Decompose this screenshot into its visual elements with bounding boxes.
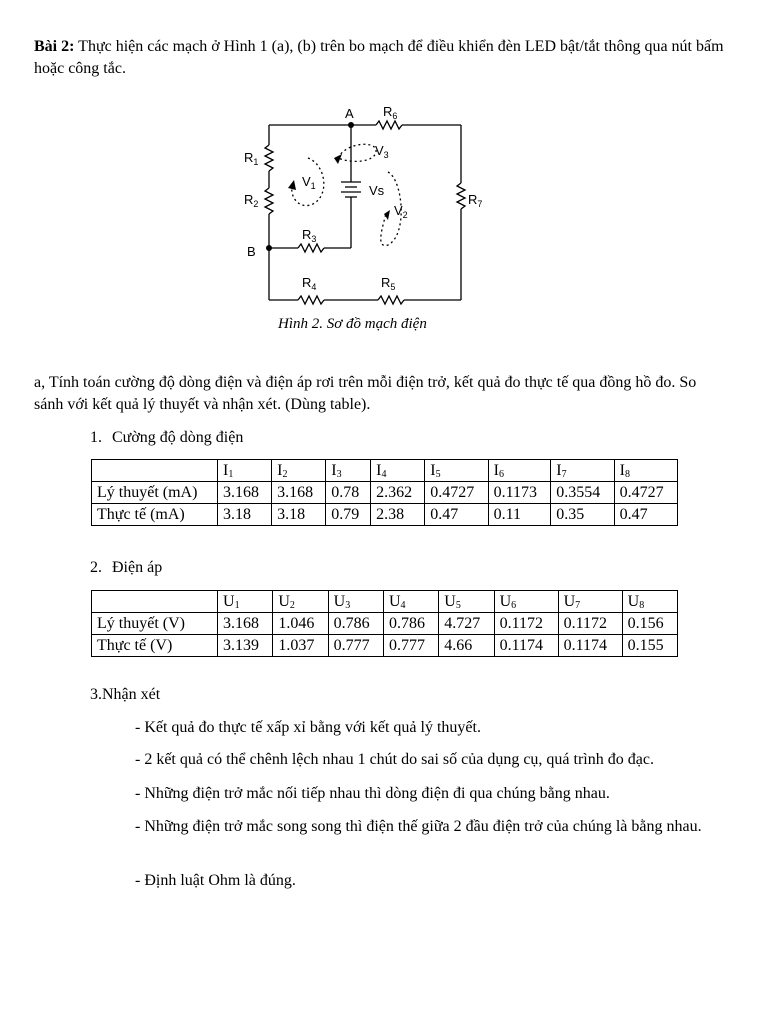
r2-label: $R_2$ — [244, 192, 259, 209]
value-cell: 3.18 — [272, 504, 326, 526]
value-cell: 0.1172 — [494, 613, 558, 635]
current-table — [91, 459, 678, 526]
circuit-figure — [238, 100, 498, 340]
header-cell: $U_6$ — [494, 591, 558, 613]
node-b-label: B — [247, 244, 256, 259]
table-row — [92, 504, 678, 526]
value-cell: 0.1173 — [488, 482, 551, 504]
value-cell: 3.18 — [218, 504, 272, 526]
value-cell: 3.168 — [218, 482, 272, 504]
figure-caption: Hình 2. Sơ đồ mạch điện — [278, 316, 427, 332]
v2-label: $V_2$ — [394, 203, 408, 220]
v3-label: $V_3$ — [375, 143, 389, 160]
value-cell: 0.4727 — [614, 482, 677, 504]
value-cell: 3.168 — [218, 613, 273, 635]
value-cell: 3.168 — [272, 482, 326, 504]
r1-label: $R_1$ — [244, 150, 259, 167]
value-cell: 0.79 — [326, 504, 371, 526]
value-cell: 0.1174 — [558, 635, 622, 657]
header-cell: $I_5$ — [425, 460, 488, 482]
value-cell: 0.155 — [622, 635, 677, 657]
value-cell: 0.1172 — [558, 613, 622, 635]
current-section-title: Cường độ dòng điện — [112, 429, 244, 446]
row-label: Lý thuyết (mA) — [92, 482, 218, 504]
value-cell: 4.727 — [439, 613, 494, 635]
value-cell: 0.777 — [328, 635, 383, 657]
r4-label: $R_4$ — [302, 275, 317, 292]
node-a-dot — [348, 122, 354, 128]
row-label: Lý thuyết (V) — [92, 613, 218, 635]
header-cell: $U_7$ — [558, 591, 622, 613]
r5-label: $R_5$ — [381, 275, 396, 292]
header-cell: $I_2$ — [272, 460, 326, 482]
header-cell: $U_1$ — [218, 591, 273, 613]
vs-label: Vs — [369, 183, 385, 198]
remark-item: - Những điện trở mắc nối tiếp nhau thì dòng điện đi qua chúng bằng nhau. — [135, 785, 610, 802]
current-section-heading — [90, 427, 243, 449]
v1-label: $V_1$ — [302, 174, 316, 191]
voltage-section-number: 2. — [90, 559, 102, 576]
header-cell: $U_8$ — [622, 591, 677, 613]
value-cell: 3.139 — [218, 635, 273, 657]
value-cell: 0.47 — [425, 504, 488, 526]
exercise-statement — [34, 36, 724, 80]
header-cell: $I_1$ — [218, 460, 272, 482]
remark-item: - Kết quả đo thực tế xấp xỉ bằng với kết quả lý thuyết. — [135, 719, 481, 736]
voltage-section-title: Điện áp — [112, 559, 163, 576]
value-cell: 0.156 — [622, 613, 677, 635]
voltage-section-heading — [90, 557, 162, 579]
remarks-heading: 3.Nhận xét — [90, 686, 161, 703]
table-corner-cell — [92, 460, 218, 482]
value-cell: 0.47 — [614, 504, 677, 526]
header-cell: $I_8$ — [614, 460, 677, 482]
table-corner-cell — [92, 591, 218, 613]
table-header-row — [92, 591, 678, 613]
value-cell: 0.35 — [551, 504, 614, 526]
value-cell: 0.786 — [383, 613, 438, 635]
header-cell: $I_4$ — [371, 460, 425, 482]
circuit-diagram — [238, 100, 498, 310]
value-cell: 0.786 — [328, 613, 383, 635]
remark-item: - Những điện trở mắc song song thì điện thế giữa 2 đầu điện trở của chúng là bằng nhau. — [135, 818, 702, 835]
remark-item: - Định luật Ohm là đúng. — [135, 872, 296, 889]
header-cell: $I_3$ — [326, 460, 371, 482]
header-cell: $U_5$ — [439, 591, 494, 613]
r6-label: $R_6$ — [383, 104, 398, 121]
r3-label: $R_3$ — [302, 227, 317, 244]
r7-label: $R_7$ — [468, 192, 483, 209]
node-a-label: A — [345, 106, 354, 121]
header-cell: $I_7$ — [551, 460, 614, 482]
table-header-row — [92, 460, 678, 482]
table-row — [92, 613, 678, 635]
header-cell: $U_4$ — [383, 591, 438, 613]
header-cell: $U_3$ — [328, 591, 383, 613]
node-b-dot — [266, 245, 272, 251]
current-section-number: 1. — [90, 429, 102, 446]
value-cell: 4.66 — [439, 635, 494, 657]
exercise-label: Bài 2: — [34, 38, 75, 55]
value-cell: 2.362 — [371, 482, 425, 504]
value-cell: 1.037 — [273, 635, 328, 657]
exercise-text: Thực hiện các mạch ở Hình 1 (a), (b) trên bo mạch để điều khiển đèn LED bật/tắt thông qua nút bấm hoặc công tắc. — [34, 38, 724, 77]
row-label: Thực tế (mA) — [92, 504, 218, 526]
header-cell: $U_2$ — [273, 591, 328, 613]
remark-item: - 2 kết quả có thể chênh lệch nhau 1 chút do sai số của dụng cụ, quá trình đo đạc. — [135, 751, 654, 768]
value-cell: 1.046 — [273, 613, 328, 635]
part-a-text: a, Tính toán cường độ dòng điện và điện áp rơi trên mỗi điện trở, kết quả đo thực tế qua đồng hồ đo. So sánh với kết quả lý thuyết và nhận xét. (Dùng table). — [34, 374, 697, 413]
value-cell: 2.38 — [371, 504, 425, 526]
row-label: Thực tế (V) — [92, 635, 218, 657]
value-cell: 0.777 — [383, 635, 438, 657]
value-cell: 0.1174 — [494, 635, 558, 657]
value-cell: 0.78 — [326, 482, 371, 504]
value-cell: 0.3554 — [551, 482, 614, 504]
voltage-table — [91, 590, 678, 657]
value-cell: 0.4727 — [425, 482, 488, 504]
table-row — [92, 635, 678, 657]
value-cell: 0.11 — [488, 504, 551, 526]
table-row — [92, 482, 678, 504]
header-cell: $I_6$ — [488, 460, 551, 482]
